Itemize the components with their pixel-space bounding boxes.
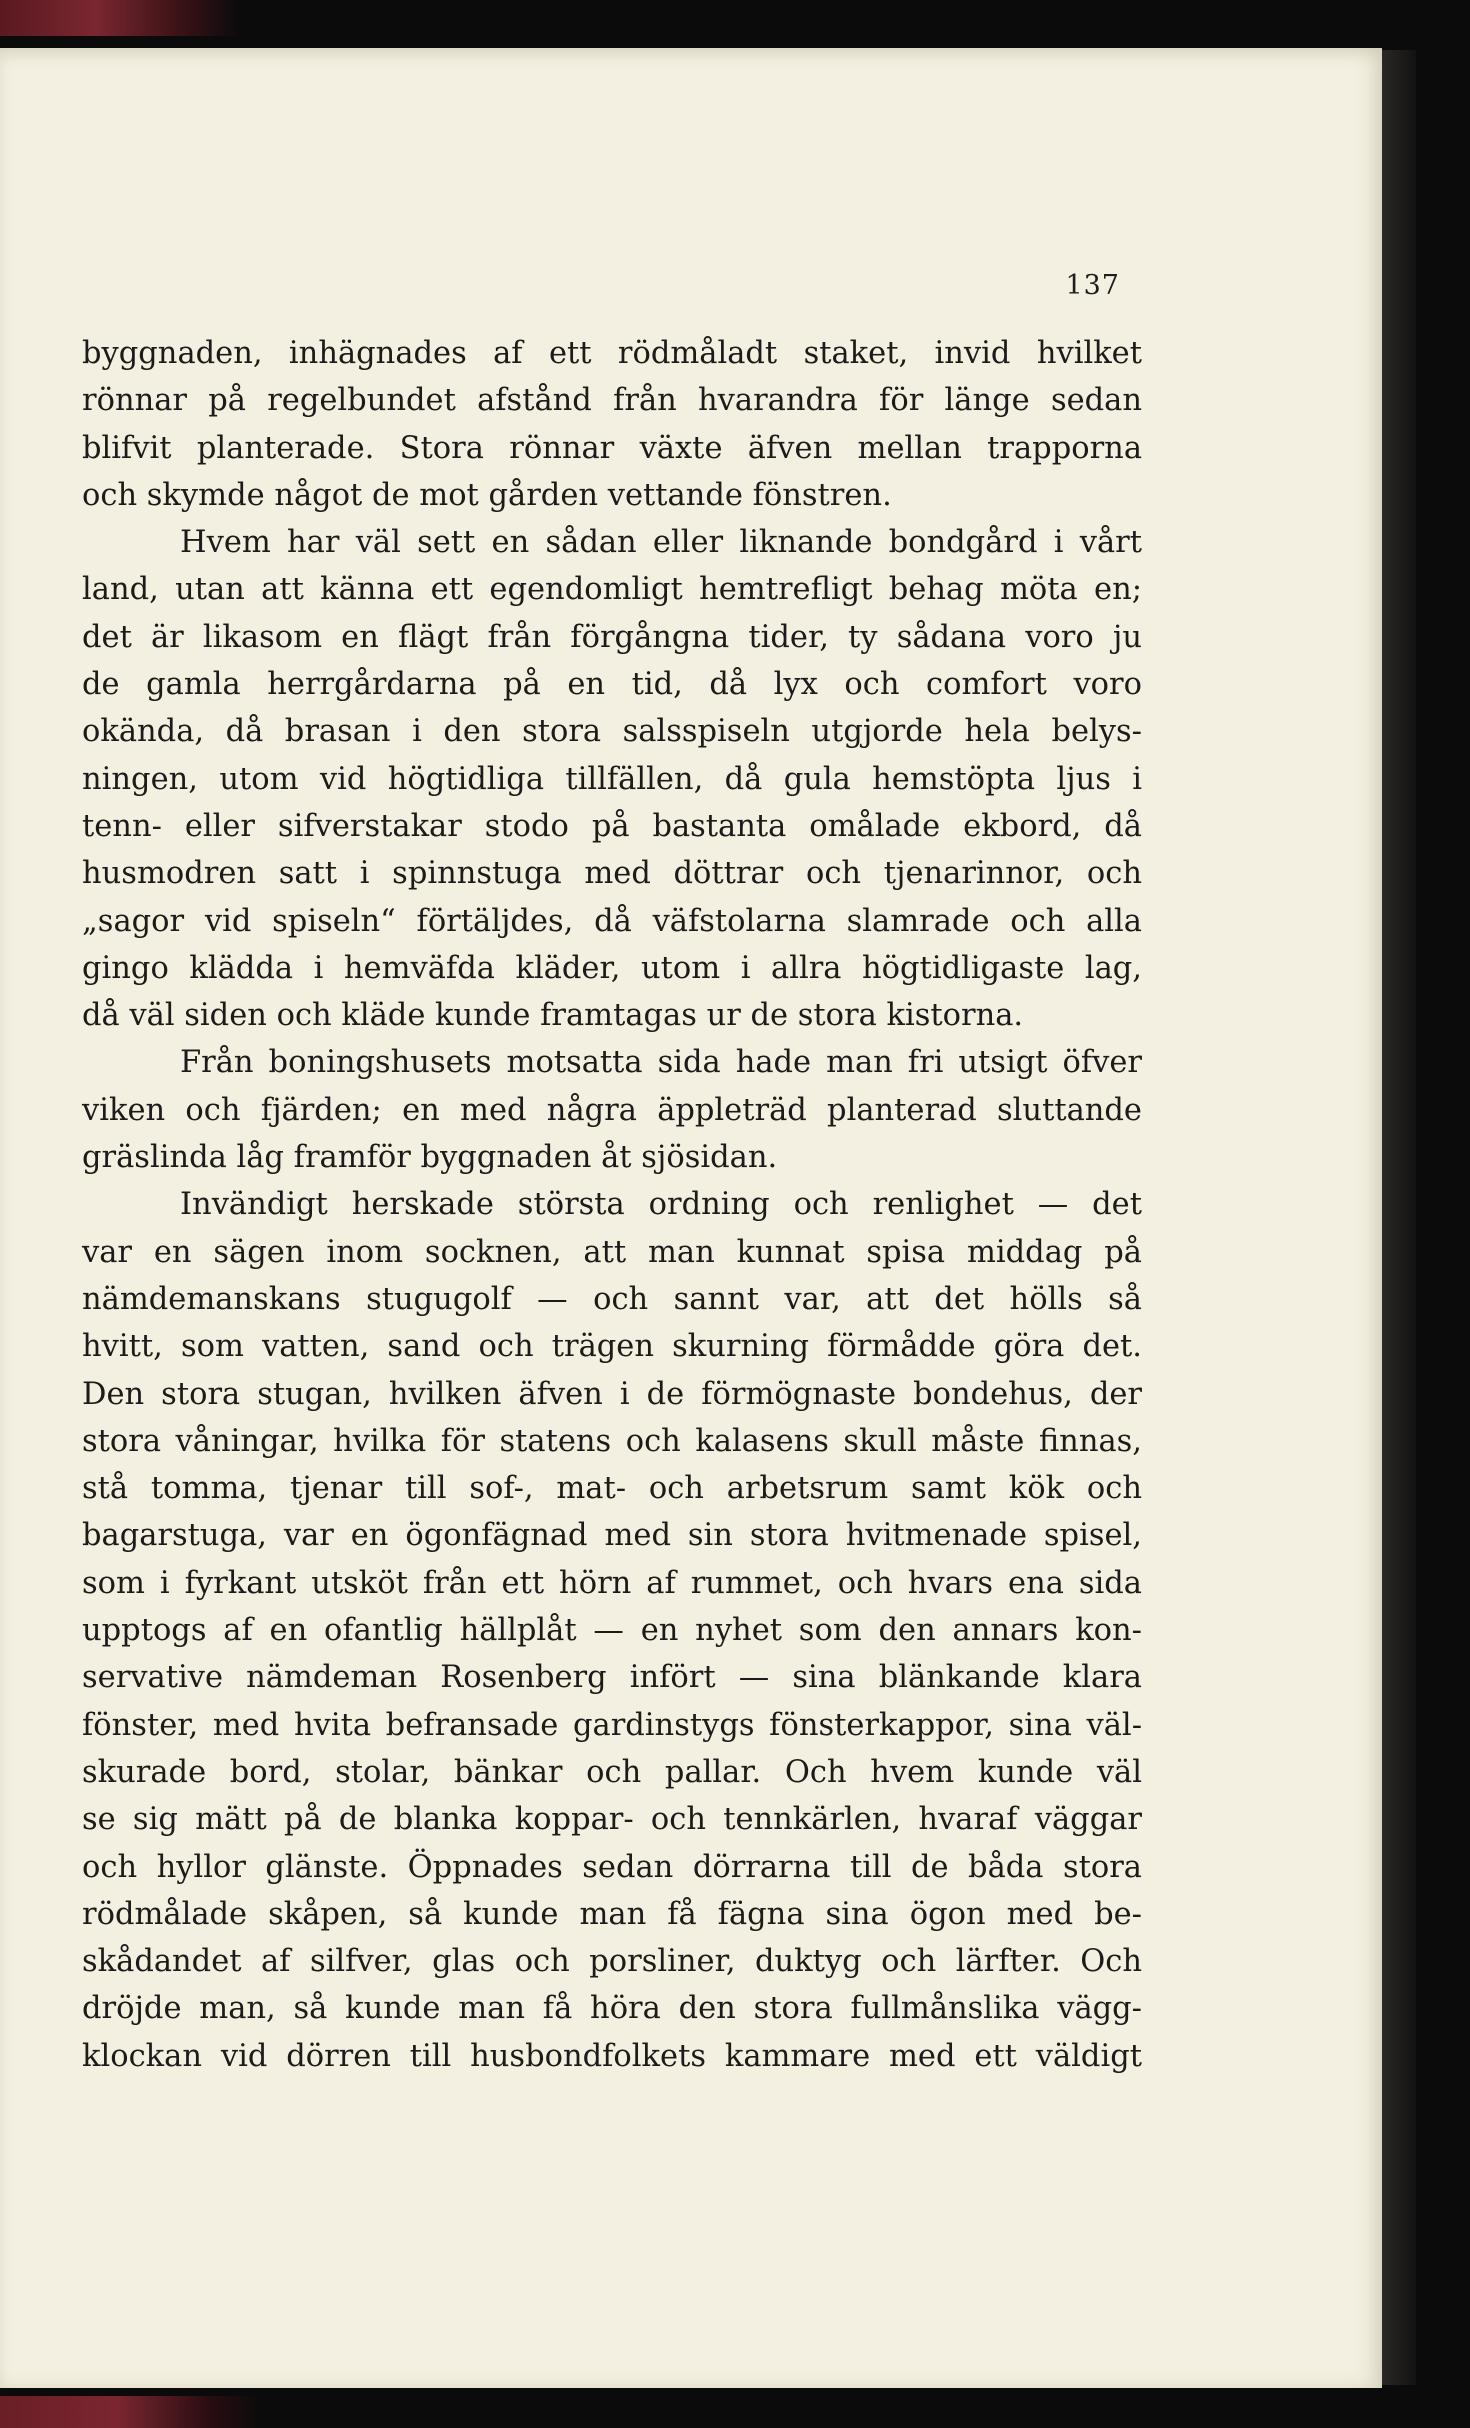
text-line: land, utan att känna ett egendomligt hemtrefligt behag möta en; bbox=[82, 572, 1142, 608]
text-line: skådandet af silfver, glas och porsliner, duktyg och lärfter. Och bbox=[82, 1944, 1142, 1980]
text-line: och hyllor glänste. Öppnades sedan dörrarna till de båda stora bbox=[82, 1849, 1142, 1885]
body-text bbox=[82, 330, 1142, 2080]
text-line: Den stora stugan, hvilken äfven i de förmögnaste bondehus, der bbox=[82, 1376, 1142, 1412]
text-line: Hvem har väl sett en sådan eller liknande bondgård i vårt bbox=[180, 525, 1142, 561]
text-line: hvitt, som vatten, sand och trägen skurning förmådde göra det. bbox=[82, 1329, 1142, 1365]
text-line: byggnaden, inhägnades af ett rödmåladt staket, invid hvilket bbox=[82, 336, 1142, 371]
text-line: se sig mätt på de blanka koppar- och tennkärlen, hvaraf väggar bbox=[82, 1802, 1142, 1838]
text-line: gräslinda låg framför byggnaden åt sjösidan. bbox=[82, 1140, 778, 1176]
text-line: stora våningar, hvilka för statens och kalasens skull måste finnas, bbox=[82, 1423, 1142, 1459]
book-page bbox=[0, 48, 1382, 2388]
text-line: dröjde man, så kunde man få höra den stora fullmånslika vägg- bbox=[82, 1991, 1142, 2027]
page-edge-shadow bbox=[1382, 50, 1416, 2385]
text-line: Från boningshusets motsatta sida hade man fri utsigt öfver bbox=[180, 1045, 1142, 1081]
text-line: rödmålade skåpen, så kunde man få fägna sina ögon med be- bbox=[82, 1896, 1142, 1932]
text-line: „sagor vid spiseln“ förtäljdes, då väfstolarna slamrade och alla bbox=[82, 903, 1142, 939]
text-line: och skymde något de mot gården vettande fönstren. bbox=[82, 477, 892, 513]
text-line: Invändigt herskade största ordning och renlighet — det bbox=[180, 1187, 1142, 1223]
text-line: stå tomma, tjenar till sof-, mat- och arbetsrum samt kök och bbox=[82, 1471, 1142, 1507]
text-line: viken och fjärden; en med några äppleträd planterad sluttande bbox=[82, 1092, 1142, 1128]
book-cover-edge-top bbox=[0, 0, 240, 36]
text-line: rönnar på regelbundet afstånd från hvarandra för länge sedan bbox=[82, 383, 1142, 419]
text-line: upptogs af en ofantlig hällplåt — en nyhet som den annars kon- bbox=[82, 1613, 1142, 1649]
text-line: fönster, med hvita befransade gardinstygs fönsterkappor, sina väl- bbox=[82, 1707, 1142, 1743]
text-line: nämdemanskans stugugolf — och sannt var, att det hölls så bbox=[82, 1281, 1142, 1317]
page-number: 137 bbox=[1065, 270, 1120, 301]
text-line: okända, då brasan i den stora salsspiseln utgjorde hela belys- bbox=[82, 714, 1142, 750]
text-line: de gamla herrgårdarna på en tid, då lyx och comfort voro bbox=[82, 667, 1142, 703]
text-line: klockan vid dörren till husbondfolkets kammare med ett väldigt bbox=[82, 2038, 1142, 2074]
text-line: då väl siden och kläde kunde framtagas ur de stora kistorna. bbox=[82, 998, 1024, 1034]
text-line: blifvit planterade. Stora rönnar växte äfven mellan trapporna bbox=[82, 430, 1142, 466]
text-line: skurade bord, stolar, bänkar och pallar. Och hvem kunde väl bbox=[82, 1754, 1142, 1790]
text-line: ningen, utom vid högtidliga tillfällen, då gula hemstöpta ljus i bbox=[82, 761, 1142, 797]
book-cover-edge-bottom bbox=[0, 2396, 260, 2428]
text-line: det är likasom en flägt från förgångna tider, ty sådana voro ju bbox=[82, 619, 1142, 655]
text-line: tenn- eller sifverstakar stodo på bastanta omålade ekbord, då bbox=[82, 808, 1142, 844]
text-line: var en sägen inom socknen, att man kunnat spisa middag på bbox=[82, 1234, 1142, 1270]
text-line: som i fyrkant utsköt från ett hörn af rummet, och hvars ena sida bbox=[82, 1565, 1142, 1601]
text-line: gingo klädda i hemväfda kläder, utom i allra högtidligaste lag, bbox=[82, 950, 1142, 986]
text-line: bagarstuga, var en ögonfägnad med sin stora hvitmenade spisel, bbox=[82, 1518, 1142, 1554]
text-line: husmodren satt i spinnstuga med döttrar och tjenarinnor, och bbox=[82, 856, 1142, 892]
text-line: servative nämdeman Rosenberg infört — sina blänkande klara bbox=[82, 1660, 1142, 1696]
